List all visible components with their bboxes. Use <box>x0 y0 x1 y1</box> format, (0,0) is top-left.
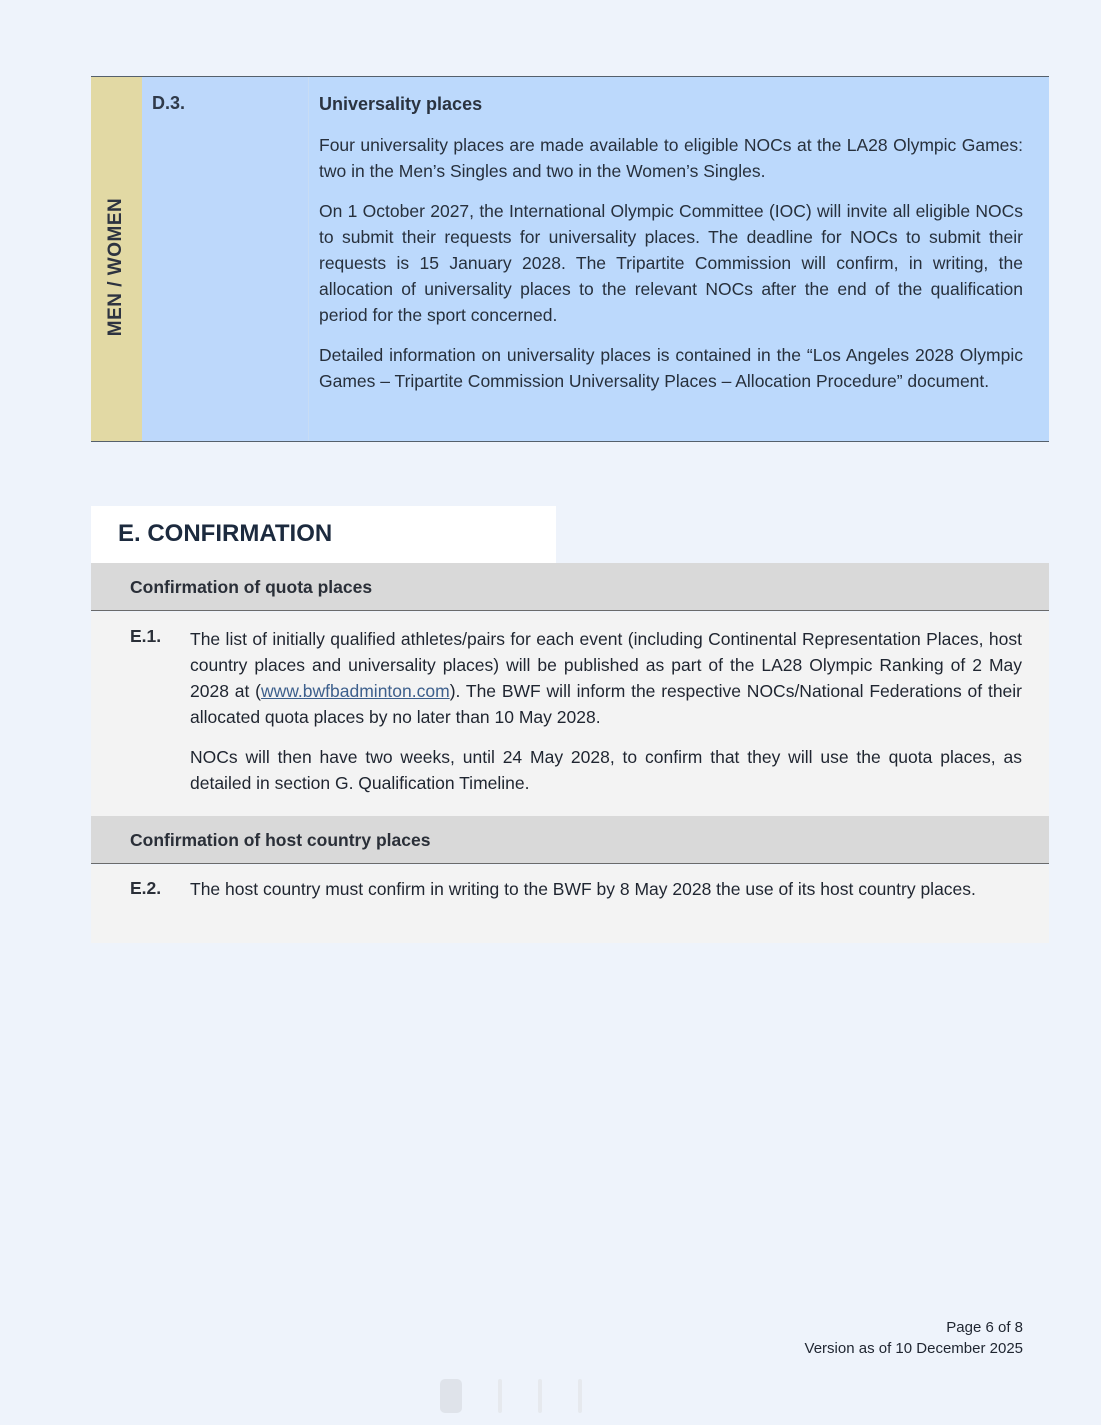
page-scrubber[interactable] <box>440 1378 670 1414</box>
e1-paragraph-2: NOCs will then have two weeks, until 24 May 2028, to confirm that they will use the quota places, as detailed in section G. Qualification Timeline. <box>190 747 1022 793</box>
section-d3 <box>91 76 1049 442</box>
host-places-title: Confirmation of host country places <box>130 830 431 850</box>
d3-paragraph-3: Detailed information on universality places is contained in the “Los Angeles 2028 Olympic Games – Tripartite Commission Universality Places – Allocation Procedure” document. <box>319 345 1023 391</box>
scrubber-tick <box>498 1379 502 1413</box>
e1-row <box>91 612 1049 816</box>
page-footer <box>805 1317 1023 1359</box>
scrubber-tick <box>578 1379 582 1413</box>
d3-title: Universality places <box>319 94 483 114</box>
section-e-heading: E. CONFIRMATION <box>118 520 333 547</box>
quota-places-header <box>91 563 1049 611</box>
version-date: Version as of 10 December 2025 <box>804 1340 1023 1357</box>
host-places-header <box>91 816 1049 864</box>
d3-number-column <box>142 77 308 441</box>
e1-paragraph-1 <box>190 626 1022 730</box>
bwf-website-link[interactable]: www.bwfbadminton.com <box>260 681 450 701</box>
page-number: Page 6 of 8 <box>946 1319 1023 1336</box>
d3-number: D.3. <box>152 93 186 113</box>
d3-content <box>308 77 1049 441</box>
e1-number: E.1. <box>130 626 162 646</box>
e2-number: E.2. <box>130 878 162 898</box>
d3-paragraph-1: Four universality places are made available to eligible NOCs at the LA28 Olympic Games: two in the Men’s Singles and two in the Women’s Singles. <box>319 135 1023 181</box>
e1-text-before-link: The list of initially qualified athletes/pairs for each event (including Continental Representation Places, host country places and universality places) will be published as part of the LA28 Olympic Ranking of 2 May 2028 at ( <box>190 629 1022 701</box>
e2-paragraph: The host country must confirm in writing to the BWF by 8 May 2028 the use of its host country places. <box>190 879 976 899</box>
gender-side-band <box>91 77 142 441</box>
gender-label: MEN / WOMEN <box>105 197 126 337</box>
quota-places-title: Confirmation of quota places <box>130 577 373 597</box>
e1-text-after-link: ). The BWF will inform the respective NOCs/National Federations of their allocated quota places by no later than 10 May 2028. <box>190 681 1022 727</box>
d3-paragraph-2: On 1 October 2027, the International Olympic Committee (IOC) will invite all eligible NOCs to submit their requests for universality places. The deadline for NOCs to submit their requests is 15 January 2028. The Tripartite Commission will confirm, in writing, the allocation of universality places to the relevant NOCs after the end of the qualification period for the sport concerned. <box>319 201 1023 325</box>
scrubber-tick <box>538 1379 542 1413</box>
scrubber-thumb[interactable] <box>440 1379 462 1413</box>
section-e-heading-box <box>91 506 556 563</box>
e2-row <box>91 865 1049 943</box>
